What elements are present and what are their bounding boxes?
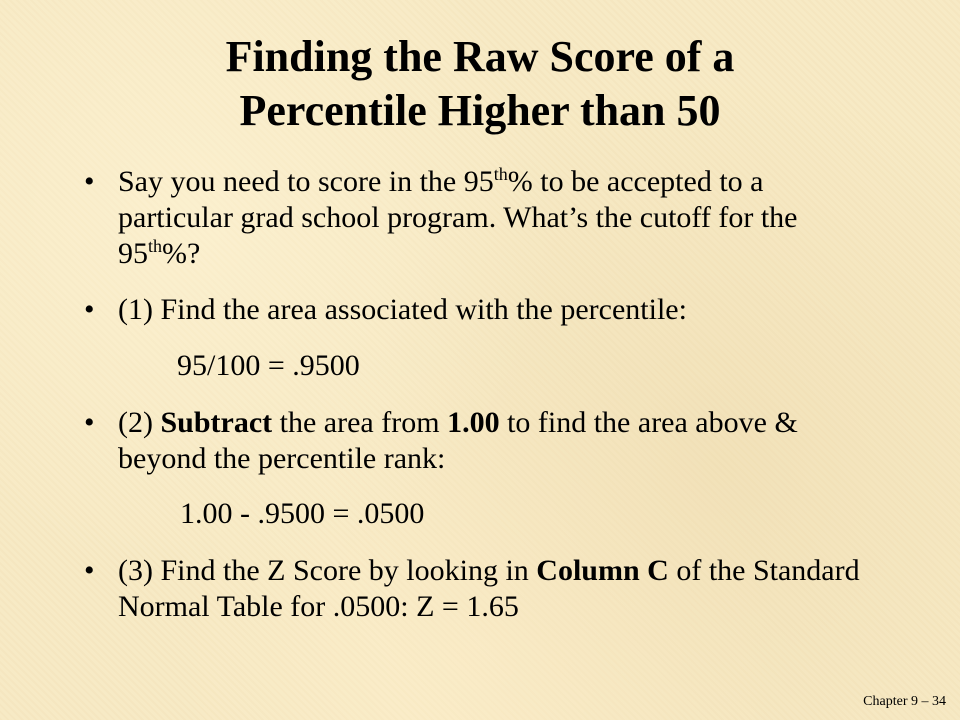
- bullet1-text-b: % to be accepted to a particular grad school program. What’s the cutoff for the 95: [118, 165, 798, 270]
- title-line-1: Finding the Raw Score of a: [225, 32, 735, 81]
- title-line-2: Percentile Higher than 50: [239, 86, 721, 135]
- ordinal-superscript: th: [493, 164, 508, 184]
- bullet-step-2: [84, 405, 884, 477]
- bullet1-text-a: Say you need to score in the 95: [118, 165, 494, 198]
- step2-text-a: (2): [118, 406, 161, 439]
- slide-body: [84, 164, 884, 625]
- step2-calculation: 1.00 - .9500 = .0500: [180, 497, 425, 530]
- slide-footer: Chapter 9 – 34: [863, 694, 946, 709]
- step3-text-b: of the Standard Normal Table for .0500: Z = 1.65: [118, 554, 860, 623]
- step2-bold-one: 1.00: [447, 406, 500, 439]
- bullet-dot: •: [84, 165, 95, 198]
- step3-text-a: (3) Find the Z Score by looking in: [118, 554, 537, 587]
- step2-text-b: the area from: [272, 406, 448, 439]
- bullet-step-3: [84, 553, 884, 625]
- step3-bold-column-c: Column C: [536, 554, 669, 587]
- step1-calculation: 95/100 = .9500: [177, 349, 360, 382]
- step2-text-c: to find the area above & beyond the percentile rank:: [118, 406, 798, 475]
- slide-title: [60, 30, 900, 138]
- bullet1-text-c: %?: [162, 237, 201, 270]
- step2-bold-subtract: Subtract: [160, 406, 273, 439]
- ordinal-superscript: th: [148, 236, 163, 256]
- step1-text: (1) Find the area associated with the percentile:: [118, 293, 687, 326]
- bullet-dot: •: [84, 554, 95, 587]
- bullet-dot: •: [84, 293, 95, 326]
- bullet-grad-school-example: [84, 164, 884, 272]
- bullet-dot: •: [84, 406, 95, 439]
- bullet-step-1: [84, 292, 884, 328]
